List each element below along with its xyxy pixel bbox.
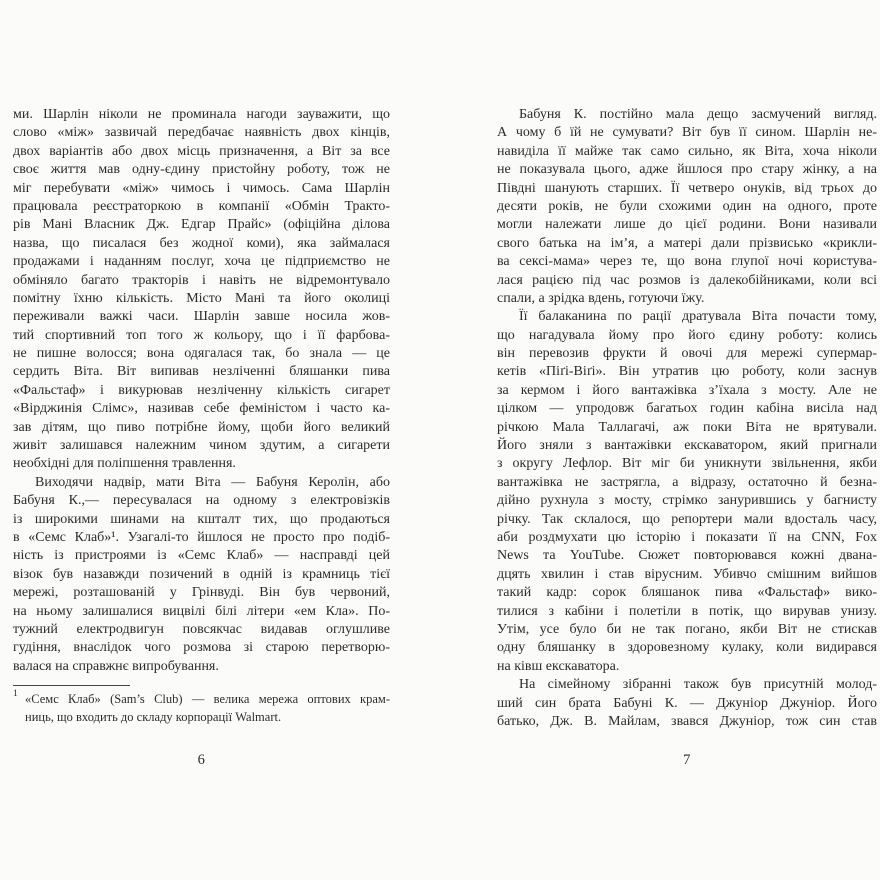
text-line: ність із пристроями із «Семс Клаб» — насправді цей xyxy=(13,548,390,564)
text-line: тий спортивний топ того ж кольору, що і її фарбова- xyxy=(13,327,390,343)
text-line: обміняло багато тракторів і навіть не відремонтувало xyxy=(13,272,390,288)
text-line: одну бляшанку в здоровезному кулаку, коли видирався xyxy=(497,640,877,656)
text-line: Утім, усе було би не так погано, якби Віт не стискав xyxy=(497,621,877,637)
text-line: могли належати лише до цієї родини. Вони називали xyxy=(497,217,877,233)
text-line: А чому б їй не сумувати? Віт був її сином. Шарлін не- xyxy=(497,125,877,141)
text-line: десяти років, не були схожими один на одного, проте xyxy=(497,198,877,214)
text-line: не пишне волосся; вона одягалася так, бо знала — це xyxy=(13,346,390,362)
text-line: Бабуня К. постійно мала дещо засмучений вигляд. xyxy=(519,107,877,122)
text-line: дійно рухнула з мосту, стрімко занурившись у багнисту xyxy=(497,493,877,509)
text-line: двох варіантів або двох місць призначення, а Віт за все xyxy=(13,143,390,159)
text-line: тилися з кабіни і полетіли в потік, що вирував унизу. xyxy=(497,603,877,619)
text-line: ми. Шарлін ніколи не проминала нагоди зауважити, що xyxy=(13,107,390,122)
text-line: Виходячи надвір, мати Віта — Бабуня Керолін, або xyxy=(35,474,390,490)
text-line: слово «між» зазвичай передбачає наявність двох кінців, xyxy=(13,125,390,141)
text-line: News та YouTube. Сюжет повторювався кожні двана- xyxy=(497,548,877,564)
text-line: Півдні шанують старших. Її четверо онуків, від трьох до xyxy=(497,180,877,196)
footnote-rule xyxy=(13,685,130,686)
footnote-text xyxy=(25,691,390,726)
text-line: свого батька на ім’я, а матері дали прізвисько «крикли- xyxy=(497,235,877,251)
text-line: навиділа її майже так само сильно, як Віта, хоча ніколи xyxy=(497,143,877,159)
text-line: спали, а зрідка вдень, готуючи їжу. xyxy=(497,290,705,306)
text-line: мережі, розташованій у Грінвуді. Він був червоний, xyxy=(13,585,390,601)
text-line: тужний електродвигун повсякчас видавав оглушливе xyxy=(13,621,390,637)
text-line: з округу Лефлор. Віт міг би уникнути звільнення, якби xyxy=(497,456,877,472)
text-line: за кермом і його вантажівка з’їхала з мосту. Але не xyxy=(497,382,877,398)
page-number-left: 6 xyxy=(197,752,206,768)
page-number-right: 7 xyxy=(683,752,691,768)
text-line: візок був назавжди позичений в одній із крамниць тієї xyxy=(13,566,390,582)
text-line: переживали важкі часи. Шарлін завше носила жов- xyxy=(13,309,390,325)
text-line: не показувала цього, адже йшлося про стару жінку, а на xyxy=(497,162,877,178)
footnote xyxy=(13,691,390,726)
text-line: «Семс Клаб» (Sam’s Club) — велика мережа оптових крам- xyxy=(25,692,390,707)
text-line: своє життя мав одну-єдину пристойну роботу, тож не xyxy=(13,162,390,178)
footnote-marker: 1 xyxy=(13,689,18,700)
text-line: продажами і наданням послуг, хоча це підприємство не xyxy=(13,254,390,270)
text-line: назва, що писалася без жодної коми), яка займалася xyxy=(13,235,390,251)
text-line: вантажівка не застрягла, а відразу, остаточно й безна- xyxy=(497,474,877,490)
text-line: валася на справжнє випробування. xyxy=(13,658,219,674)
text-line: На сімейному зібранні також був присутній молод- xyxy=(519,677,877,693)
text-line: кетів «Піґі-Віґі». Він утратив цю роботу, коли заснув xyxy=(497,364,877,380)
text-line: на ківш екскаватора. xyxy=(497,658,620,674)
text-line: «Фальстаф» і викурював незліченну кількість сигарет xyxy=(13,382,390,398)
text-line: батько, Дж. В. Майлам, звався Джуніор, тож син став xyxy=(497,713,877,729)
text-line: в «Семс Клаб»¹. Узагалі-то йшлося не просто про подіб- xyxy=(13,529,390,545)
text-line: що нагадувала йому про його єдину роботу: колись xyxy=(497,327,877,343)
text-line: на ньому залишалися вицвілі білі літери «ем Кла». По- xyxy=(13,603,390,619)
text-line: річку. Так склалося, що репортери мали вдосталь часу, xyxy=(497,511,877,527)
text-line: річкою Мала Таллагачі, аж поки Віта не врятували. xyxy=(497,419,877,435)
text-line: він перевозив фрукти й овочі для мережі супермар- xyxy=(497,346,877,362)
text-line: живіт залишався належним чином здутим, а сигарети xyxy=(13,438,390,454)
text-line: аби роздмухати цю історію і показати її на CNN, Fox xyxy=(497,529,877,545)
text-line: «Вірджинія Слімс», називав себе феміністом і часто ка- xyxy=(13,401,390,417)
text-line: дцять хвилин і став вірусним. Убивчо смішним вийшов xyxy=(497,566,877,582)
text-line: працювала реєстраторкою в компанії «Обмін Тракто- xyxy=(13,198,390,214)
text-line: помітну їхню кількість. Місто Мані та його околиці xyxy=(13,290,390,306)
text-line: Її балаканина по рації дратувала Віта почасти тому, xyxy=(519,309,877,325)
text-line: сердить Віта. Віт випивав незліченні бляшанки пива xyxy=(13,364,390,380)
text-line: ва сексі-мама» через те, що вона глупої ночі користува- xyxy=(497,254,877,270)
text-line: такий кадр: сорок бляшанок пива «Фальстаф» вико- xyxy=(497,585,877,601)
text-line: лася рацією під час розмов із далекобійниками, коли всі xyxy=(497,272,877,288)
text-line: Його зняли з вантажівки екскаватором, який пригнали xyxy=(497,438,877,454)
text-line: зав дітям, що пиво потрібне йому, щоби його великий xyxy=(13,419,390,435)
text-line: гудіння, внаслідок чого розмова зі старою перетворю- xyxy=(13,640,390,656)
text-line: міг перебувати «між» чимось і чимось. Сама Шарлін xyxy=(13,180,390,196)
text-line: Бабуня К.,— пересувалася на одному з електровізків xyxy=(13,493,390,509)
text-line: необхідні для поліпшення травлення. xyxy=(13,456,236,472)
text-line: із широкими шинами на кшталт тих, що продаються xyxy=(13,511,390,527)
page-right-text xyxy=(497,106,877,731)
text-line: рів Мані Власник Дж. Едгар Прайс» (офіційна ділова xyxy=(13,217,390,233)
text-line: ниць, що входить до складу корпорації Walmart. xyxy=(25,709,282,724)
page-right xyxy=(497,106,877,806)
text-line: цілком — упродовж багатьох годин кабіна висіла над xyxy=(497,401,877,417)
page-left xyxy=(13,106,390,806)
text-line: ший син брата Бабуні К. — Джуніор Джуніор. Його xyxy=(497,695,877,711)
page-left-text xyxy=(13,106,390,676)
